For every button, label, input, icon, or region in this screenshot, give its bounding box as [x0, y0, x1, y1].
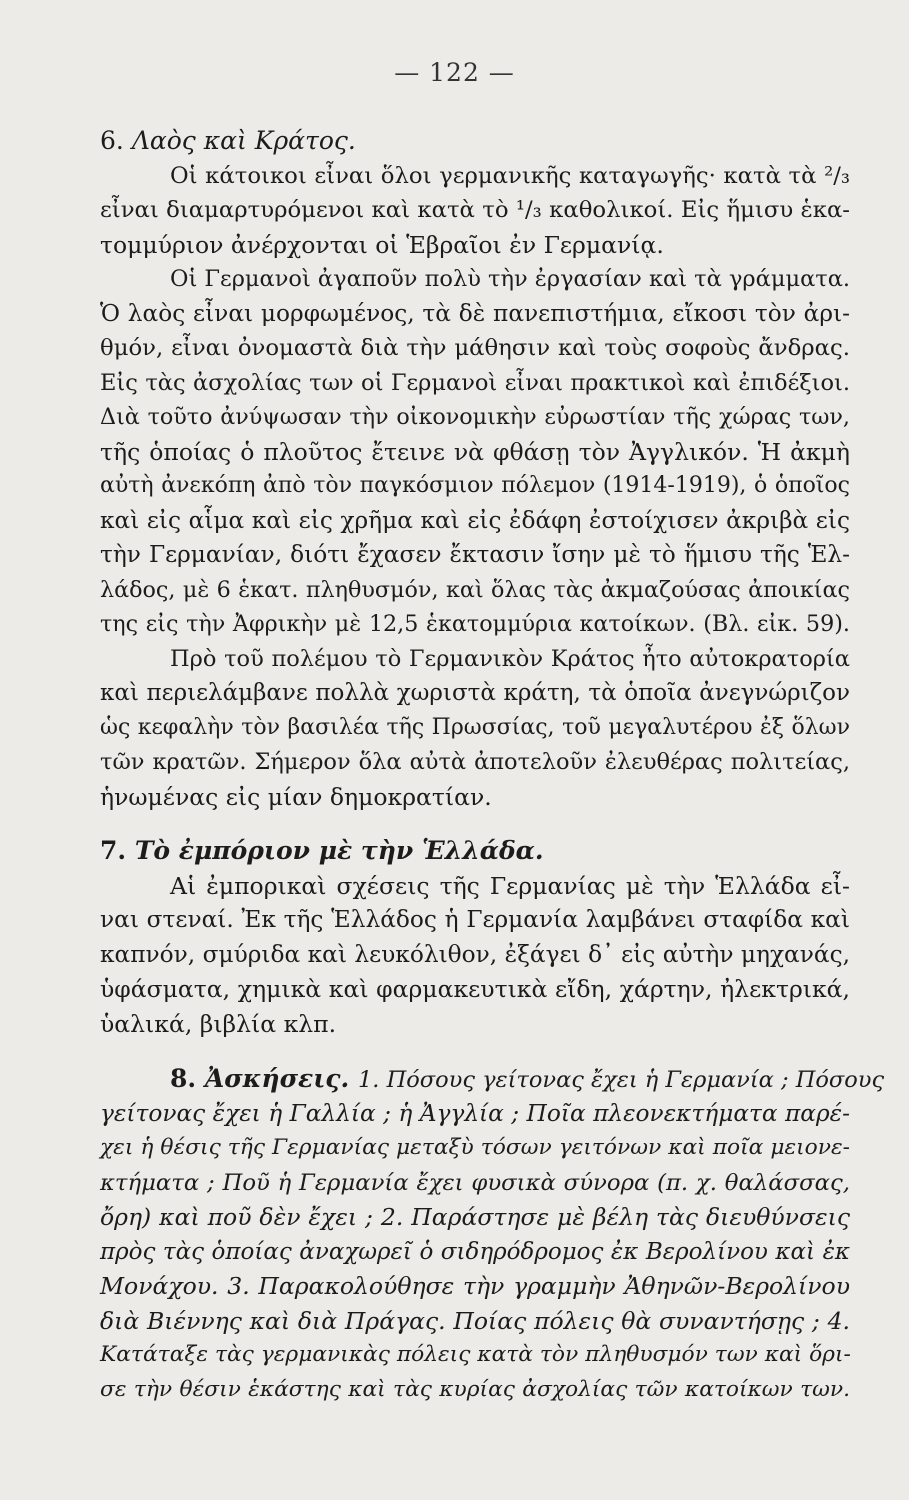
paragraph-line: Εἰς τὰς ἀσχολίας των οἱ Γερμανοὶ εἶναι πρακτικοὶ καὶ ἐπιδέξιοι. — [100, 369, 850, 396]
section-6-heading — [100, 124, 850, 159]
paragraph-line: Οἱ κάτοικοι εἶναι ὅλοι γερμανικῆς καταγωγῆς· κατὰ τὰ ²/₃ — [170, 162, 850, 189]
paragraph-line: Πρὸ τοῦ πολέμου τὸ Γερμανικὸν Κράτος ἦτο αὐτοκρατορία — [170, 645, 850, 672]
paragraph-line: ὑαλικά, βιβλία κλπ. — [100, 1009, 337, 1038]
section-8-number: 8. — [170, 1064, 197, 1093]
section-6 — [100, 124, 850, 814]
section-8 — [100, 1062, 885, 1407]
paragraph-line: Διὰ τοῦτο ἀνύψωσαν τὴν οἰκονομικὴν εὐρωστίαν τῆς χώρας των, — [100, 404, 850, 430]
exercise-line: ὄρη) καὶ ποῦ δὲν ἔχει ; 2. Παράστησε μὲ βέλη τὰς διευθύνσεις — [100, 1203, 850, 1231]
exercise-line: γείτονας ἔχει ἡ Γαλλία ; ἡ Ἀγγλία ; Ποῖα πλεονεκτήματα παρέ- — [100, 1099, 850, 1127]
paragraph-line: της εἰς τὴν Ἀφρικὴν μὲ 12,5 ἑκατομμύρια κατοίκων. (Βλ. εἰκ. 59). — [100, 611, 850, 637]
paragraph-line: τῶν κρατῶν. Σήμερον ὅλα αὐτὰ ἀποτελοῦν ἐλευθέρας πολιτείας, — [100, 749, 850, 775]
paragraph-line: ὡς κεφαλὴν τὸν βασιλέα τῆς Πρωσσίας, τοῦ μεγαλυτέρου ἐξ ὅλων — [100, 714, 850, 740]
exercise-line: Κατάταξε τὰς γερμανικὰς πόλεις κατὰ τὸν πληθυσμόν των καὶ ὅρι- — [100, 1342, 851, 1367]
paragraph-line: τὴν Γερμανίαν, διότι ἔχασεν ἔκτασιν ἴσην μὲ τὸ ἥμισυ τῆς Ἑλ- — [100, 541, 850, 568]
section-7-heading — [100, 834, 850, 869]
paragraph-line: καπνόν, σμύριδα καὶ λευκόλιθον, ἐξάγει δ᾽ εἰς αὐτὴν μηχανάς, — [100, 940, 850, 968]
page-number: — 122 — — [394, 58, 515, 87]
section-7-title: Τὸ ἐμπόριον μὲ τὴν Ἑλλάδα. — [134, 836, 544, 865]
paragraph-line: καὶ περιελάμβανε πολλὰ χωριστὰ κράτη, τὰ ὁποῖα ἀνεγνώριζον — [100, 680, 850, 706]
exercise-line: Μονάχου. 3. Παρακολούθησε τὴν γραμμὴν Ἀθηνῶν-Βερολίνου — [100, 1272, 850, 1300]
section-8-title: Ἀσκήσεις. — [204, 1064, 350, 1093]
paragraph-line: καὶ εἰς αἷμα καὶ εἰς χρῆμα καὶ εἰς ἐδάφη ἐστοίχισεν ἀκριβὰ εἰς — [100, 506, 850, 534]
section-8-heading — [100, 1062, 885, 1097]
exercise-line: σε τὴν θέσιν ἑκάστης καὶ τὰς κυρίας ἀσχολίας τῶν κατοίκων των. — [100, 1376, 850, 1402]
paragraph-line: ἡνωμένας εἰς μίαν δημοκρατίαν. — [100, 782, 492, 811]
paragraph-line: αὐτὴ ἀνεκόπη ἀπὸ τὸν παγκόσμιον πόλεμον (1914-1919), ὁ ὁποῖος — [100, 473, 850, 498]
exercise-line: 1. Πόσους γείτονας ἔχει ἡ Γερμανία ; Πόσους — [357, 1067, 885, 1093]
paragraph-line: λάδος, μὲ 6 ἑκατ. πληθυσμόν, καὶ ὅλας τὰς ἀκμαζούσας ἀποικίας — [100, 576, 850, 603]
paragraph-line: ὑφάσματα, χημικὰ καὶ φαρμακευτικὰ εἴδη, χάρτην, ἠλεκτρικά, — [100, 975, 850, 1003]
paragraph-line: τῆς ὁποίας ὁ πλοῦτος ἔτεινε νὰ φθάσῃ τὸν Ἀγγλικόν. Ἡ ἀκμὴ — [100, 437, 850, 466]
exercise-line: διὰ Βιέννης καὶ διὰ Πράγας. Ποίας πόλεις θὰ συναντήσῃς ; 4. — [100, 1306, 850, 1335]
paragraph-line: Οἱ Γερμανοὶ ἀγαποῦν πολὺ τὴν ἐργασίαν καὶ τὰ γράμματα. — [170, 266, 851, 292]
section-7-number: 7. — [100, 836, 127, 865]
paragraph-line: θμόν, εἶναι ὀνομαστὰ διὰ τὴν μάθησιν καὶ τοὺς σοφοὺς ἄνδρας. — [100, 335, 850, 361]
paragraph-line: τομμύριον ἀνέρχονται οἱ Ἑβραῖοι ἐν Γερμανίᾳ. — [100, 230, 664, 259]
section-6-title: Λαὸς καὶ Κράτος. — [131, 126, 356, 155]
exercise-line: κτήματα ; Ποῦ ἡ Γερμανία ἔχει φυσικὰ σύνορα (π. χ. θαλάσσας, — [100, 1169, 850, 1196]
paragraph-line: Ὁ λαὸς εἶναι μορφωμένος, τὰ δὲ πανεπιστήμια, εἴκοσι τὸν ἀρι- — [100, 299, 850, 327]
exercise-line: πρὸς τὰς ὁποίας ἀναχωρεῖ ὁ σιδηρόδρομος ἐκ Βερολίνου καὶ ἐκ — [100, 1238, 850, 1265]
paragraph-line: Αἱ ἐμπορικαὶ σχέσεις τῆς Γερμανίας μὲ τὴν Ἑλλάδα εἶ- — [170, 871, 850, 900]
paragraph-line: εἶναι διαμαρτυρόμενοι καὶ κατὰ τὸ ¹/₃ καθολικοί. Εἰς ἥμισυ ἑκα- — [100, 197, 850, 223]
exercise-line: χει ἡ θέσις τῆς Γερμανίας μεταξὺ τόσων γειτόνων καὶ ποῖα μειονε- — [100, 1135, 850, 1160]
paragraph-line: ναι στεναί. Ἐκ τῆς Ἑλλάδος ἡ Γερμανία λαμβάνει σταφίδα καὶ — [100, 906, 850, 933]
section-6-number: 6. — [100, 126, 124, 155]
section-7 — [100, 834, 850, 1041]
section-8-title-group — [170, 1064, 358, 1093]
